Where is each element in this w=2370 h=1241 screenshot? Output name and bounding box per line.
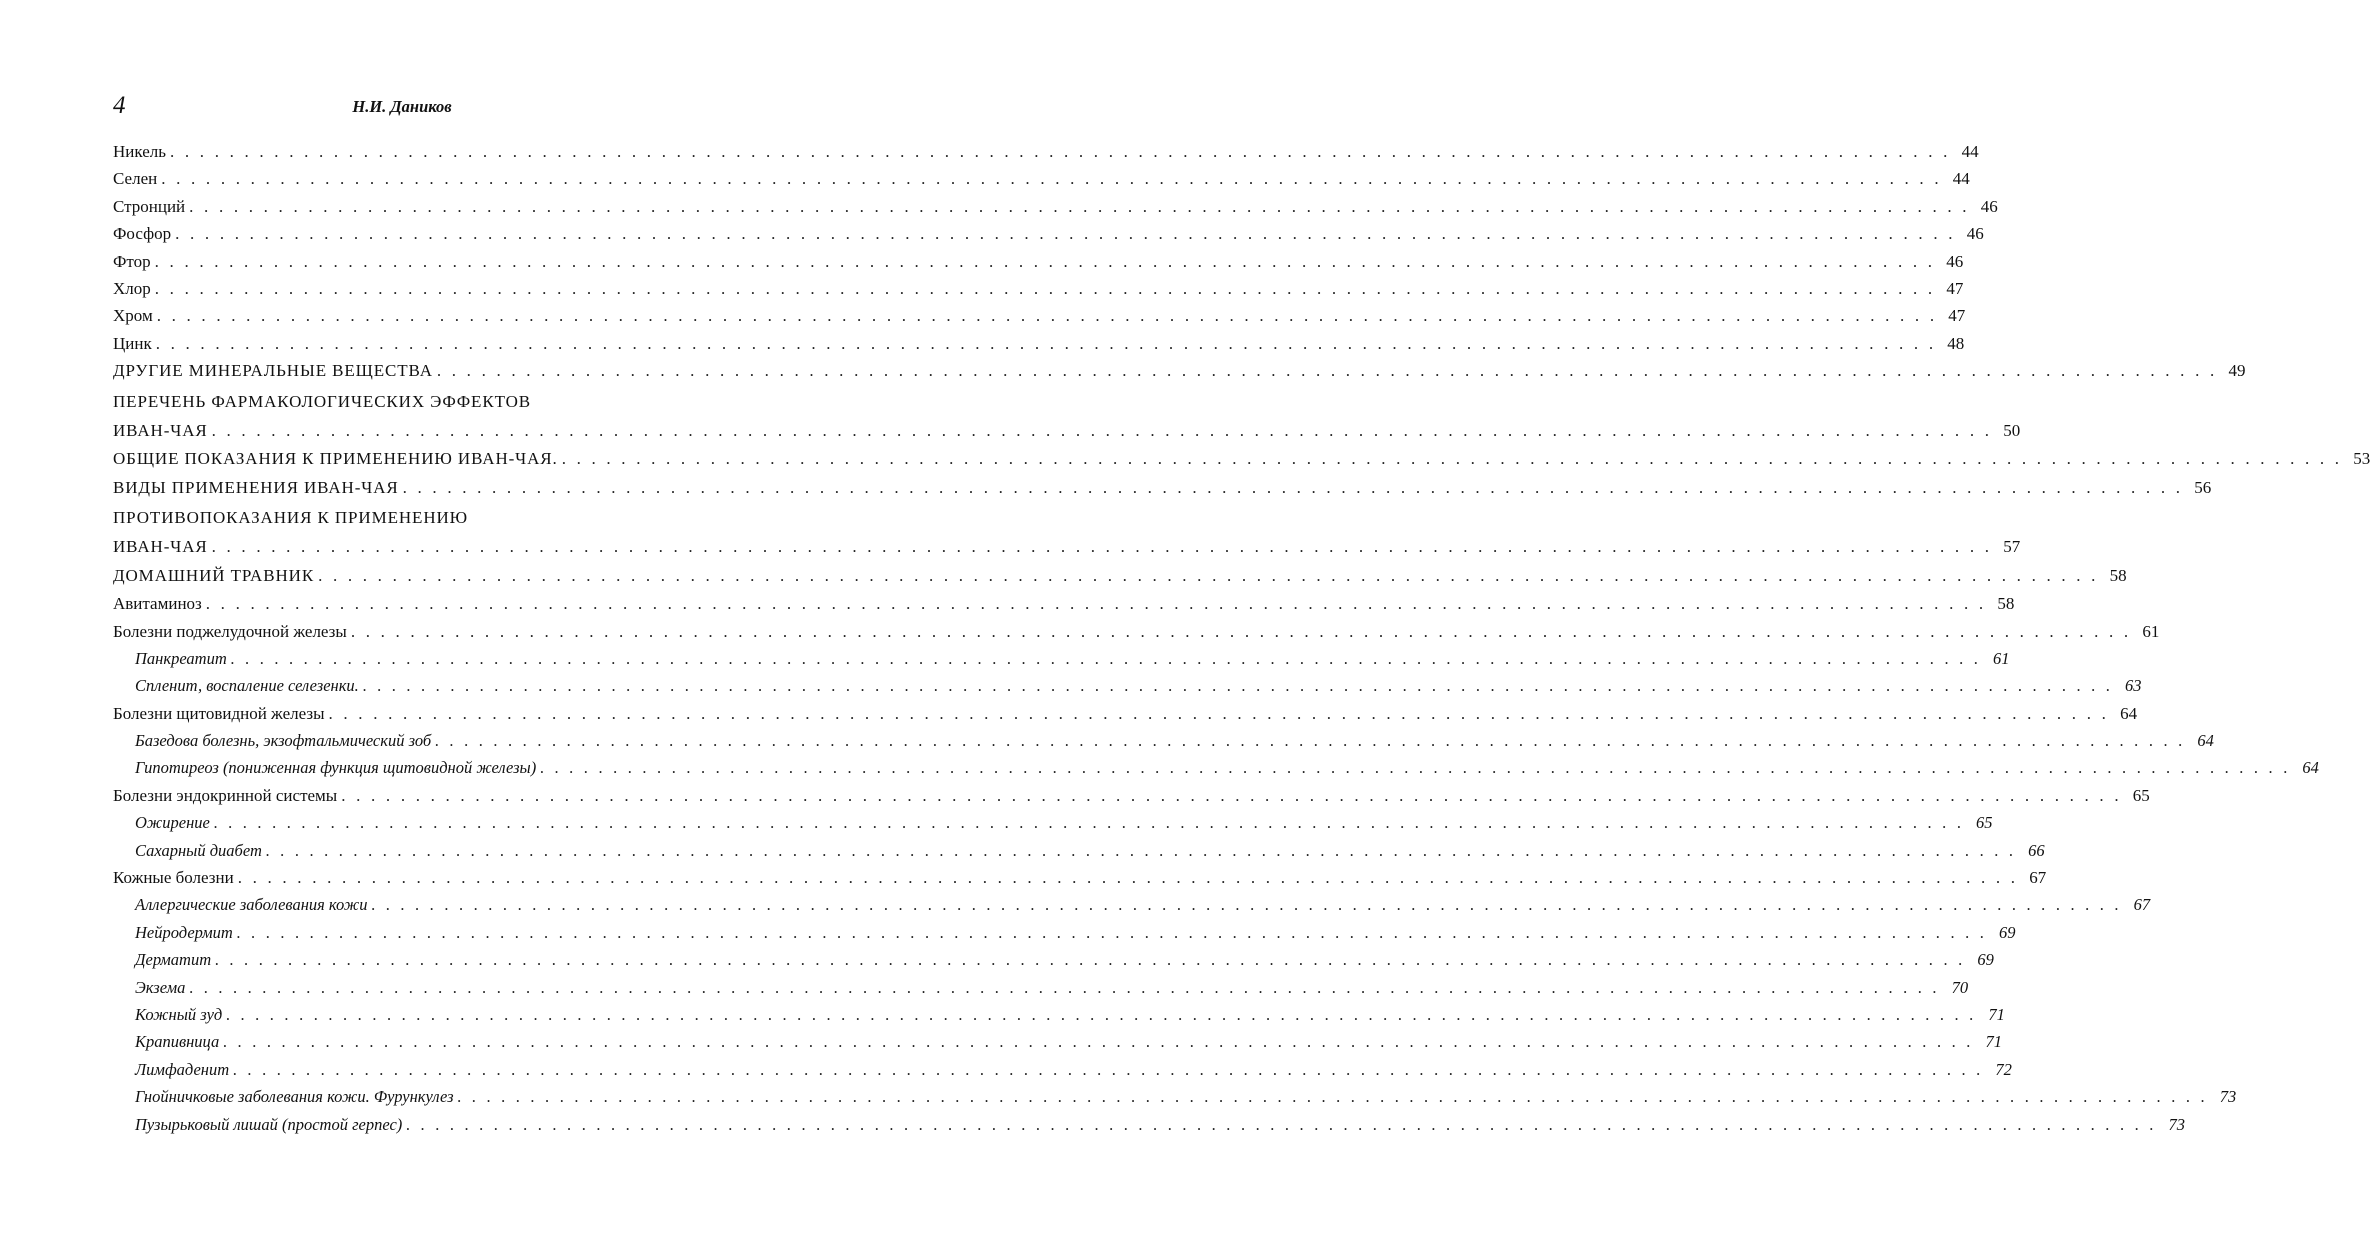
- dot-leader: . . . . . . . . . . . . . . . . . . . . . . . . . . . . . . . . . . . . . . . . . . . . . . . . . . . . . . . . . . . . . . . . . . . . . . . . . . . . . . . . . . . . . . . . . . . . . . . . . . . . . . . . . . . . . . . . . . . . . . . .: [155, 333, 1937, 353]
- toc-page-number: 56: [2194, 477, 2212, 497]
- toc-entry-label: ИВАН-ЧАЯ: [113, 537, 208, 557]
- toc-entry[interactable]: [113, 220, 1984, 247]
- dot-leader: . . . . . . . . . . . . . . . . . . . . . . . . . . . . . . . . . . . . . . . . . . . . . . . . . . . . . . . . . . . . . . . . . . . . . . . . . . . . . . . . . . . . . . . . . . . . . . . . . . . . . . . . . . . . . . . . . . . . . . . .: [265, 840, 2017, 860]
- toc-page-number: 65: [2132, 785, 2150, 805]
- toc-entry-label: ДОМАШНИЙ ТРАВНИК: [113, 565, 315, 585]
- dot-leader: . . . . . . . . . . . . . . . . . . . . . . . . . . . . . . . . . . . . . . . . . . . . . . . . . . . . . . . . . . . . . . . . . . . . . . . . . . . . . . . . . . . . . . . . . . . . . . . . . . . . . . . . . . . . . . . . . . . . . . . .: [223, 1032, 1974, 1052]
- toc-page-number: 63: [2125, 676, 2142, 696]
- toc-page-number: 71: [1985, 1032, 2002, 1052]
- toc-entry-label: Сахарный диабет: [135, 840, 262, 860]
- dot-leader: . . . . . . . . . . . . . . . . . . . . . . . . . . . . . . . . . . . . . . . . . . . . . . . . . . . . . . . . . . . . . . . . . . . . . . . . . . . . . . . . . . . . . . . . . . . . . . . . . . . . . . . . . . . . . . . . . . . . . . . .: [230, 648, 1982, 668]
- toc-entry-label: Кожные болезни: [113, 868, 234, 888]
- toc-entry-label: Кожный зуд: [135, 1004, 223, 1024]
- toc-entry-label: Болезни поджелудочной железы: [113, 621, 347, 641]
- toc-entry-label: Экзема: [135, 977, 186, 997]
- toc-entry[interactable]: [113, 330, 1965, 357]
- toc-page-number: 64: [2197, 731, 2214, 751]
- toc-entry[interactable]: [113, 302, 1966, 329]
- dot-leader: . . . . . . . . . . . . . . . . . . . . . . . . . . . . . . . . . . . . . . . . . . . . . . . . . . . . . . . . . . . . . . . . . . . . . . . . . . . . . . . . . . . . . . . . . . . . . . . . . . . . . . . . . . . . . . . . . . . . . . . .: [318, 565, 2099, 585]
- toc-page-number: 46: [1966, 224, 1984, 244]
- toc-page-number: 58: [2109, 565, 2127, 585]
- toc-entry-label: ДРУГИЕ МИНЕРАЛЬНЫЕ ВЕЩЕСТВА: [113, 361, 433, 381]
- toc-subentry[interactable]: [113, 809, 1993, 836]
- toc-page-number: 48: [1947, 333, 1965, 353]
- toc-entry-label: Аллергические заболевания кожи: [135, 895, 368, 915]
- dot-leader: . . . . . . . . . . . . . . . . . . . . . . . . . . . . . . . . . . . . . . . . . . . . . . . . . . . . . . . . . . . . . . . . . . . . . . . . . . . . . . . . . . . . . . . . . . . . . . . . . . . . . . . . . . . . . . . . . . . . . . . .: [189, 977, 1941, 997]
- table-of-contents: [113, 138, 2370, 1138]
- toc-entry[interactable]: [113, 618, 2160, 645]
- dot-leader: . . . . . . . . . . . . . . . . . . . . . . . . . . . . . . . . . . . . . . . . . . . . . . . . . . . . . . . . . . . . . . . . . . . . . . . . . . . . . . . . . . . . . . . . . . . . . . . . . . . . . . . . . . . . . . . . . . . . . . . .: [362, 676, 2114, 696]
- toc-entry[interactable]: [113, 864, 2047, 891]
- toc-subentry[interactable]: [113, 645, 2010, 672]
- toc-entry[interactable]: [113, 193, 1998, 220]
- toc-entry-label: Гипотиреоз (пониженная функция щитовидной железы): [135, 758, 537, 778]
- toc-page-number: 47: [1946, 278, 1964, 298]
- toc-subentry[interactable]: [113, 891, 2151, 918]
- toc-subentry[interactable]: [113, 1056, 2012, 1083]
- toc-subentry[interactable]: [113, 919, 2016, 946]
- dot-leader: . . . . . . . . . . . . . . . . . . . . . . . . . . . . . . . . . . . . . . . . . . . . . . . . . . . . . . . . . . . . . . . . . . . . . . . . . . . . . . . . . . . . . . . . . . . . . . . . . . . . . . . . . . . . . . . . . . . . . . . .: [406, 1114, 2157, 1134]
- toc-entry[interactable]: [113, 138, 1979, 165]
- toc-page-number: 67: [2133, 895, 2151, 915]
- dot-leader: . . . . . . . . . . . . . . . . . . . . . . . . . . . . . . . . . . . . . . . . . . . . . . . . . . . . . . . . . . . . . . . . . . . . . . . . . . . . . . . . . . . . . . . . . . . . . . . . . . . . . . . . . . . . . . . . . . . . . . . .: [175, 224, 1956, 244]
- toc-entry-label: Нейродермит: [135, 922, 233, 942]
- toc-section-heading: ПРОТИВОПОКАЗАНИЯ К ПРИМЕНЕНИЮ: [113, 508, 469, 528]
- toc-page-number: 64: [2302, 758, 2319, 778]
- dot-leader: . . . . . . . . . . . . . . . . . . . . . . . . . . . . . . . . . . . . . . . . . . . . . . . . . . . . . . . . . . . . . . . . . . . . . . . . . . . . . . . . . . . . . . . . . . . . . . . . . . . . . . . . . . . . . . . . . . . . . . . .: [371, 895, 2123, 915]
- dot-leader: . . . . . . . . . . . . . . . . . . . . . . . . . . . . . . . . . . . . . . . . . . . . . . . . . . . . . . . . . . . . . . . . . . . . . . . . . . . . . . . . . . . . . . . . . . . . . . . . . . . . . . . . . . . . . . . . . . . . . . . .: [540, 758, 2291, 778]
- toc-page-number: 57: [2003, 537, 2021, 557]
- dot-leader: . . . . . . . . . . . . . . . . . . . . . . . . . . . . . . . . . . . . . . . . . . . . . . . . . . . . . . . . . . . . . . . . . . . . . . . . . . . . . . . . . . . . . . . . . . . . . . . . . . . . . . . . . . . . . . . . . . . . . . . .: [226, 1004, 1977, 1024]
- toc-entry-label: Гнойничковые заболевания кожи. Фурункулез: [135, 1087, 454, 1107]
- dot-leader: . . . . . . . . . . . . . . . . . . . . . . . . . . . . . . . . . . . . . . . . . . . . . . . . . . . . . . . . . . . . . . . . . . . . . . . . . . . . . . . . . . . . . . . . . . . . . . . . . . . . . . . . . . . . . . . . . . . . . . . .: [561, 449, 2343, 469]
- toc-page-number: 70: [1951, 977, 1969, 997]
- toc-entry-label: Фтор: [113, 251, 151, 271]
- dot-leader: . . . . . . . . . . . . . . . . . . . . . . . . . . . . . . . . . . . . . . . . . . . . . . . . . . . . . . . . . . . . . . . . . . . . . . . . . . . . . . . . . . . . . . . . . . . . . . . . . . . . . . . . . . . . . . . . . . . . . . . .: [189, 196, 1970, 216]
- toc-page-number: 67: [2029, 868, 2047, 888]
- dot-leader: . . . . . . . . . . . . . . . . . . . . . . . . . . . . . . . . . . . . . . . . . . . . . . . . . . . . . . . . . . . . . . . . . . . . . . . . . . . . . . . . . . . . . . . . . . . . . . . . . . . . . . . . . . . . . . . . . . . . . . . .: [435, 731, 2186, 751]
- toc-entry-label: Хром: [113, 306, 153, 326]
- toc-entry-label: Крапивница: [135, 1032, 220, 1052]
- toc-entry-label: Дерматит: [135, 950, 212, 970]
- toc-entry-label: ВИДЫ ПРИМЕНЕНИЯ ИВАН-ЧАЯ: [113, 477, 399, 497]
- toc-page-number: 69: [1998, 922, 2016, 942]
- toc-entry-label: Никель: [113, 142, 166, 161]
- running-title: Н.И. Даников: [352, 97, 452, 116]
- toc-page-number: 46: [1946, 251, 1964, 271]
- dot-leader: . . . . . . . . . . . . . . . . . . . . . . . . . . . . . . . . . . . . . . . . . . . . . . . . . . . . . . . . . . . . . . . . . . . . . . . . . . . . . . . . . . . . . . . . . . . . . . . . . . . . . . . . . . . . . . . . . . . . . . . .: [161, 169, 1942, 189]
- toc-entry[interactable]: [113, 700, 2138, 727]
- toc-page-number: 73: [2219, 1087, 2237, 1107]
- dot-leader: . . . . . . . . . . . . . . . . . . . . . . . . . . . . . . . . . . . . . . . . . . . . . . . . . . . . . . . . . . . . . . . . . . . . . . . . . . . . . . . . . . . . . . . . . . . . . . . . . . . . . . . . . . . . . . . . . . . . . . . .: [457, 1087, 2209, 1107]
- toc-entry[interactable]: [113, 782, 2150, 809]
- toc-subentry[interactable]: [113, 946, 1994, 973]
- dot-leader: . . . . . . . . . . . . . . . . . . . . . . . . . . . . . . . . . . . . . . . . . . . . . . . . . . . . . . . . . . . . . . . . . . . . . . . . . . . . . . . . . . . . . . . . . . . . . . . . . . . . . . . . . . . . . . . . . . . . . . . .: [170, 142, 1951, 161]
- dot-leader: . . . . . . . . . . . . . . . . . . . . . . . . . . . . . . . . . . . . . . . . . . . . . . . . . . . . . . . . . . . . . . . . . . . . . . . . . . . . . . . . . . . . . . . . . . . . . . . . . . . . . . . . . . . . . . . . . . . . . . . .: [350, 621, 2132, 641]
- toc-section-entry[interactable]: [113, 562, 2127, 591]
- toc-subentry[interactable]: [113, 974, 1969, 1001]
- dot-leader: . . . . . . . . . . . . . . . . . . . . . . . . . . . . . . . . . . . . . . . . . . . . . . . . . . . . . . . . . . . . . . . . . . . . . . . . . . . . . . . . . . . . . . . . . . . . . . . . . . . . . . . . . . . . . . . . . . . . . . . .: [205, 594, 1987, 614]
- toc-section-entry[interactable]: [113, 474, 2212, 503]
- toc-subentry[interactable]: [113, 837, 2045, 864]
- toc-page-number: 61: [1992, 648, 2010, 668]
- toc-subentry[interactable]: [113, 1028, 2002, 1055]
- toc-page-number: 72: [1995, 1059, 2012, 1079]
- toc-entry-label: Авитаминоз: [113, 594, 202, 614]
- toc-page-number: 58: [1997, 594, 2015, 614]
- toc-entry-label: Панкреатит: [135, 648, 227, 668]
- toc-entry[interactable]: [113, 165, 1970, 192]
- toc-page-number: 47: [1948, 306, 1966, 326]
- toc-page-number: 64: [2120, 703, 2138, 723]
- toc-entry-label: Хлор: [113, 278, 151, 298]
- dot-leader: . . . . . . . . . . . . . . . . . . . . . . . . . . . . . . . . . . . . . . . . . . . . . . . . . . . . . . . . . . . . . . . . . . . . . . . . . . . . . . . . . . . . . . . . . . . . . . . . . . . . . . . . . . . . . . . . . . . . . . . .: [154, 251, 1936, 271]
- dot-leader: . . . . . . . . . . . . . . . . . . . . . . . . . . . . . . . . . . . . . . . . . . . . . . . . . . . . . . . . . . . . . . . . . . . . . . . . . . . . . . . . . . . . . . . . . . . . . . . . . . . . . . . . . . . . . . . . . . . . . . . .: [154, 278, 1936, 298]
- page-number: 4: [113, 92, 126, 119]
- toc-section-heading: ПЕРЕЧЕНЬ ФАРМАКОЛОГИЧЕСКИХ ЭФФЕКТОВ: [113, 391, 532, 411]
- toc-page-number: 44: [1952, 169, 1970, 189]
- toc-page-number: 66: [2028, 840, 2045, 860]
- toc-page-number: 46: [1980, 196, 1998, 216]
- toc-entry-label: Базедова болезнь, экзофтальмический зоб: [135, 731, 432, 751]
- toc-subentry[interactable]: [113, 727, 2214, 754]
- dot-leader: . . . . . . . . . . . . . . . . . . . . . . . . . . . . . . . . . . . . . . . . . . . . . . . . . . . . . . . . . . . . . . . . . . . . . . . . . . . . . . . . . . . . . . . . . . . . . . . . . . . . . . . . . . . . . . . . . . . . . . . .: [211, 537, 1993, 557]
- toc-page-number: 69: [1977, 950, 1994, 970]
- toc-subentry[interactable]: [113, 1111, 2185, 1138]
- toc-page-number: 61: [2142, 621, 2160, 641]
- dot-leader: . . . . . . . . . . . . . . . . . . . . . . . . . . . . . . . . . . . . . . . . . . . . . . . . . . . . . . . . . . . . . . . . . . . . . . . . . . . . . . . . . . . . . . . . . . . . . . . . . . . . . . . . . . . . . . . . . . . . . . . .: [328, 703, 2110, 723]
- toc-entry-label: Цинк: [113, 333, 152, 353]
- toc-page-number: 73: [2168, 1114, 2185, 1134]
- toc-subentry[interactable]: [113, 1001, 2005, 1028]
- dot-leader: . . . . . . . . . . . . . . . . . . . . . . . . . . . . . . . . . . . . . . . . . . . . . . . . . . . . . . . . . . . . . . . . . . . . . . . . . . . . . . . . . . . . . . . . . . . . . . . . . . . . . . . . . . . . . . . . . . . . . . . .: [156, 306, 1938, 326]
- toc-subentry[interactable]: [113, 672, 2142, 699]
- dot-leader: . . . . . . . . . . . . . . . . . . . . . . . . . . . . . . . . . . . . . . . . . . . . . . . . . . . . . . . . . . . . . . . . . . . . . . . . . . . . . . . . . . . . . . . . . . . . . . . . . . . . . . . . . . . . . . . . . . . . . . . .: [236, 922, 1988, 942]
- toc-entry-label: ИВАН-ЧАЯ: [113, 420, 208, 440]
- toc-section-entry[interactable]: [113, 357, 2246, 386]
- toc-entry-label: Фосфор: [113, 224, 172, 244]
- dot-leader: . . . . . . . . . . . . . . . . . . . . . . . . . . . . . . . . . . . . . . . . . . . . . . . . . . . . . . . . . . . . . . . . . . . . . . . . . . . . . . . . . . . . . . . . . . . . . . . . . . . . . . . . . . . . . . . . . . . . . . . .: [341, 785, 2122, 805]
- toc-page-number: 53: [2353, 449, 2370, 469]
- dot-leader: . . . . . . . . . . . . . . . . . . . . . . . . . . . . . . . . . . . . . . . . . . . . . . . . . . . . . . . . . . . . . . . . . . . . . . . . . . . . . . . . . . . . . . . . . . . . . . . . . . . . . . . . . . . . . . . . . . . . . . . .: [402, 477, 2184, 497]
- toc-page-number: 49: [2228, 361, 2246, 381]
- toc-section-entry[interactable]: [113, 533, 2021, 562]
- dot-leader: . . . . . . . . . . . . . . . . . . . . . . . . . . . . . . . . . . . . . . . . . . . . . . . . . . . . . . . . . . . . . . . . . . . . . . . . . . . . . . . . . . . . . . . . . . . . . . . . . . . . . . . . . . . . . . . . . . . . . . . .: [215, 950, 1966, 970]
- toc-entry[interactable]: [113, 275, 1964, 302]
- dot-leader: . . . . . . . . . . . . . . . . . . . . . . . . . . . . . . . . . . . . . . . . . . . . . . . . . . . . . . . . . . . . . . . . . . . . . . . . . . . . . . . . . . . . . . . . . . . . . . . . . . . . . . . . . . . . . . . . . . . . . . . .: [211, 420, 1993, 440]
- toc-page-number: 50: [2003, 420, 2021, 440]
- toc-section-entry[interactable]: [113, 445, 2370, 474]
- toc-entry-label: ОБЩИЕ ПОКАЗАНИЯ К ПРИМЕНЕНИЮ ИВАН-ЧАЯ.: [113, 449, 558, 469]
- toc-page-number: 65: [1976, 813, 1993, 833]
- dot-leader: . . . . . . . . . . . . . . . . . . . . . . . . . . . . . . . . . . . . . . . . . . . . . . . . . . . . . . . . . . . . . . . . . . . . . . . . . . . . . . . . . . . . . . . . . . . . . . . . . . . . . . . . . . . . . . . . . . . . . . . .: [213, 813, 1965, 833]
- toc-subentry[interactable]: [113, 754, 2319, 781]
- toc-entry-label: Спленит, воспаление селезенки.: [135, 676, 359, 696]
- toc-entry-label: Болезни эндокринной системы: [113, 785, 338, 805]
- toc-section-entry[interactable]: [113, 417, 2021, 446]
- toc-page-number: 44: [1961, 142, 1979, 161]
- toc-entry-label: Стронций: [113, 196, 186, 216]
- toc-entry-label: Ожирение: [135, 813, 210, 833]
- dot-leader: . . . . . . . . . . . . . . . . . . . . . . . . . . . . . . . . . . . . . . . . . . . . . . . . . . . . . . . . . . . . . . . . . . . . . . . . . . . . . . . . . . . . . . . . . . . . . . . . . . . . . . . . . . . . . . . . . . . . . . . .: [233, 1059, 1984, 1079]
- toc-subentry[interactable]: [113, 1083, 2237, 1110]
- page-header: [113, 90, 691, 122]
- toc-page-number: 71: [1988, 1004, 2005, 1024]
- toc-entry-label: Лимфаденит: [135, 1059, 230, 1079]
- toc-entry-label: Болезни щитовидной железы: [113, 703, 325, 723]
- toc-entry-label: Пузырьковый лишай (простой герпес): [135, 1114, 403, 1134]
- toc-entry-label: Селен: [113, 169, 158, 189]
- dot-leader: . . . . . . . . . . . . . . . . . . . . . . . . . . . . . . . . . . . . . . . . . . . . . . . . . . . . . . . . . . . . . . . . . . . . . . . . . . . . . . . . . . . . . . . . . . . . . . . . . . . . . . . . . . . . . . . . . . . . . . . .: [436, 361, 2218, 381]
- dot-leader: . . . . . . . . . . . . . . . . . . . . . . . . . . . . . . . . . . . . . . . . . . . . . . . . . . . . . . . . . . . . . . . . . . . . . . . . . . . . . . . . . . . . . . . . . . . . . . . . . . . . . . . . . . . . . . . . . . . . . . . .: [237, 868, 2019, 888]
- toc-entry[interactable]: [113, 248, 1964, 275]
- toc-entry[interactable]: [113, 590, 2015, 617]
